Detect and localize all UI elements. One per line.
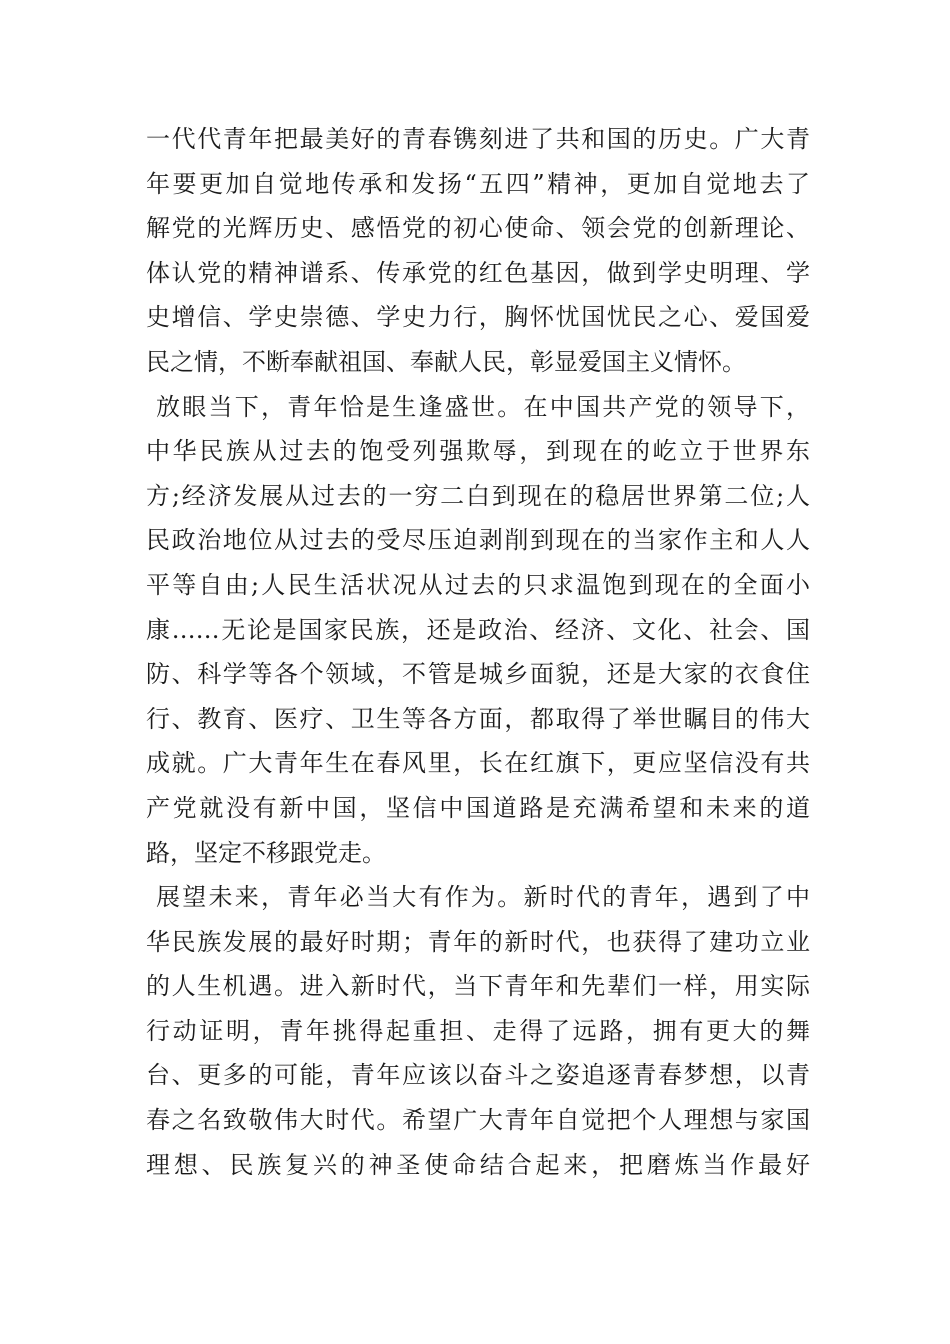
text-line: 民之情，不断奉献祖国、奉献人民，彰显爱国主义情怀。: [146, 347, 746, 376]
text-line: 体认党的精神谱系、传承党的红色基因，做到学史明理、学: [146, 258, 810, 287]
paragraph-start-line: 放眼当下，青年恰是生逢盛世。在中国共产党的领导下，: [156, 392, 810, 421]
text-line: 路，坚定不移跟党走。: [146, 838, 386, 867]
text-line: 年要更加自觉地传承和发扬“五四”精神，更加自觉地去了: [146, 169, 810, 198]
text-line: 一代代青年把最美好的青春镌刻进了共和国的历史。广大青: [146, 125, 810, 153]
paragraph-start-line: 展望未来，青年必当大有作为。新时代的青年，遇到了中: [156, 883, 810, 912]
text-line: 行动证明，青年挑得起重担、走得了远路，拥有更大的舞: [146, 1016, 810, 1045]
body-text: [146, 117, 810, 1187]
text-line: 平等自由;人民生活状况从过去的只求温饱到现在的全面小: [146, 570, 810, 599]
text-line: 产党就没有新中国，坚信中国道路是充满希望和未来的道: [146, 793, 810, 822]
text-line: 康……无论是国家民族，还是政治、经济、文化、社会、国: [146, 615, 810, 644]
text-line: 理想、民族复兴的神圣使命结合起来，把磨炼当作最好: [146, 1150, 810, 1179]
text-line: 春之名致敬伟大时代。希望广大青年自觉把个人理想与家国: [146, 1106, 810, 1135]
text-line: 防、科学等各个领域，不管是城乡面貌，还是大家的衣食住: [146, 660, 810, 689]
text-line: 民政治地位从过去的受尽压迫剥削到现在的当家作主和人人: [146, 526, 810, 555]
text-line: 中华民族从过去的饱受列强欺辱，到现在的屹立于世界东: [146, 437, 810, 466]
text-line: 解党的光辉历史、感悟党的初心使命、领会党的创新理论、: [146, 214, 810, 243]
text-line: 行、教育、医疗、卫生等各方面，都取得了举世瞩目的伟大: [146, 704, 810, 733]
text-line: 华民族发展的最好时期；青年的新时代，也获得了建功立业: [146, 927, 810, 956]
text-line: 方;经济发展从过去的一穷二白到现在的稳居世界第二位;人: [146, 481, 810, 510]
text-line: 台、更多的可能，青年应该以奋斗之姿追逐青春梦想，以青: [146, 1061, 810, 1090]
text-line: 史增信、学史崇德、学史力行，胸怀忧国忧民之心、爱国爱: [146, 303, 810, 332]
text-line: 成就。广大青年生在春风里，长在红旗下，更应坚信没有共: [146, 749, 810, 778]
text-line: 的人生机遇。进入新时代，当下青年和先辈们一样，用实际: [146, 972, 810, 1001]
